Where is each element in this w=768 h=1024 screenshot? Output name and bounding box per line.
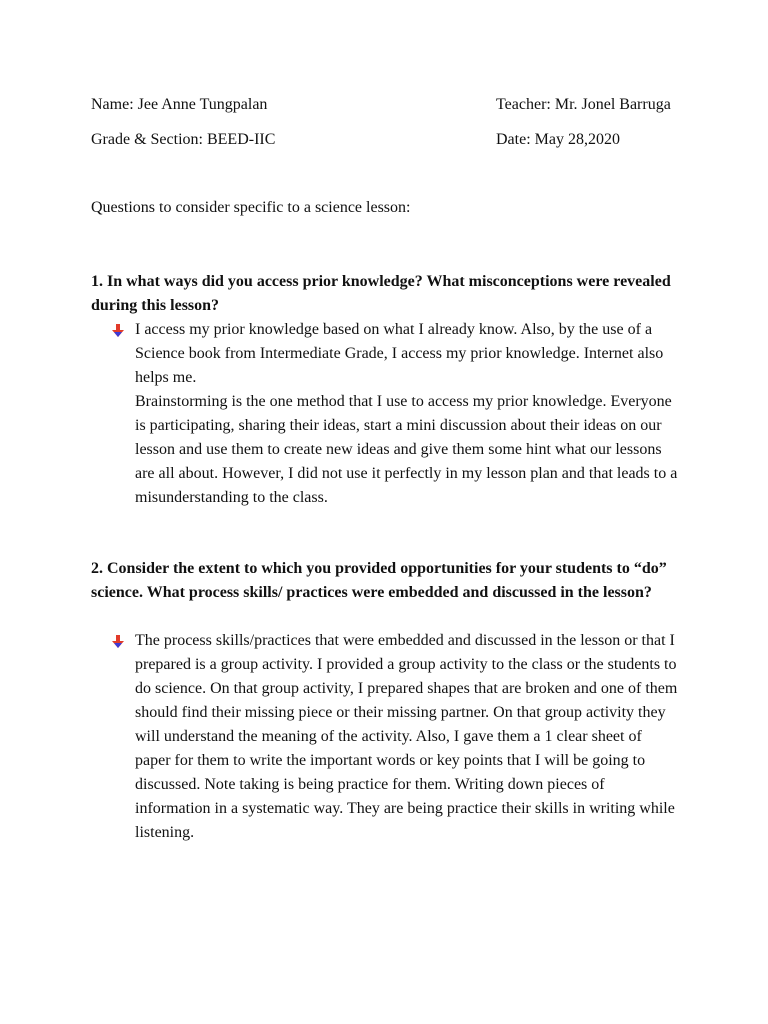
answer-2 [135,629,680,845]
answer-1 [135,318,680,510]
answer-2-paragraph-1: The process skills/practices that were embedded and discussed in the lesson or that I prepared is a group activity. I provided a group activity to the class or the students to do science. On that group activity, I prepared shapes that are broken and one of them should find their missing piece or their missing partner. On that group activity they will understand the meaning of the activity. Also, I gave them a 1 clear sheet of paper for them to write the important words or key points that I will be going to discussed. Note taking is being practice for them. Writing down pieces of information in a systematic way. They are being practice their skills in writing while listening. [135,632,678,841]
answer-1-paragraph-2: Brainstorming is the one method that I use to access my prior knowledge. Everyone is participating, sharing their ideas, start a mini discussion about their ideas on our lesson and use them to create new ideas and give them some hint what our lessons are all about. However, I did not use it perfectly in my lesson plan and that leads to a misunderstanding to the class. [135,393,678,506]
arrow-bullet-icon [112,324,124,338]
intro-heading: Questions to consider specific to a science lesson: [91,199,411,216]
question-2: 2. Consider the extent to which you provided opportunities for your students to “do” science. What process skills/ practices were embedded and discussed in the lesson? [91,560,667,601]
date: Date: May 28,2020 [496,131,620,148]
answer-1-paragraph-1: I access my prior knowledge based on what I already know. Also, by the use of a Science book from Intermediate Grade, I access my prior knowledge. Internet also helps me. [135,321,664,386]
grade-section: Grade & Section: BEED-IIC [91,131,276,148]
teacher-name: Teacher: Mr. Jonel Barruga [496,96,671,113]
question-1: 1. In what ways did you access prior knowledge? What misconceptions were revealed during this lesson? [91,273,671,314]
arrow-bullet-icon [112,635,124,649]
student-name: Name: Jee Anne Tungpalan [91,96,268,113]
